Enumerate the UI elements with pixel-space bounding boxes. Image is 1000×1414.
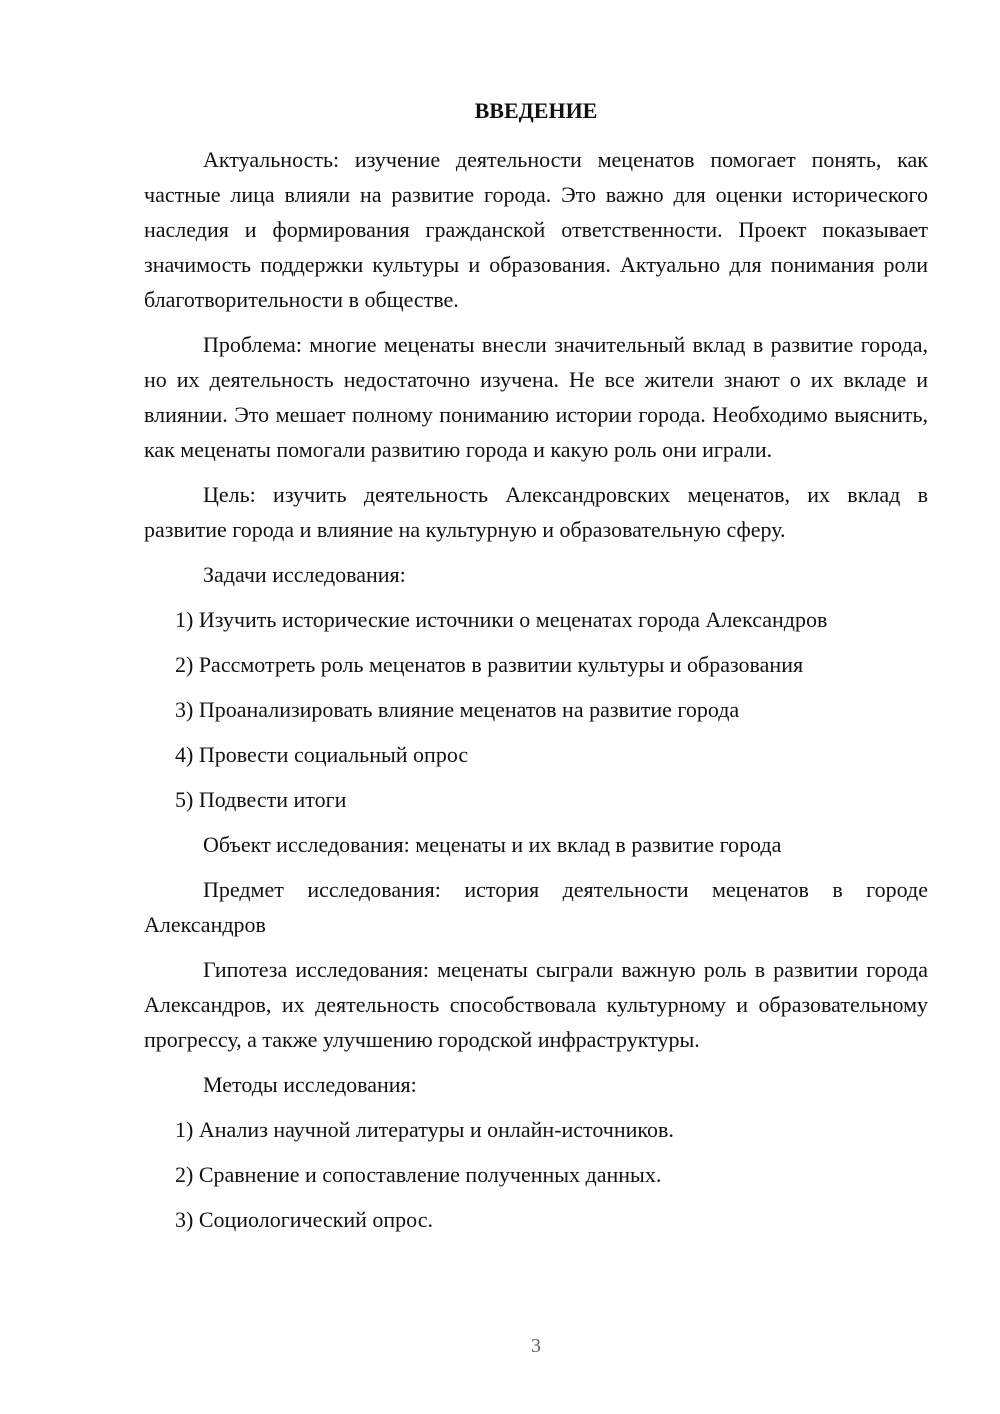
page-number: 3 (531, 1335, 541, 1357)
subject-paragraph: Предмет исследования: история деятельности меценатов в городе Александров (144, 877, 928, 937)
relevance-paragraph: Актуальность: изучение деятельности меценатов помогает понять, как частные лица влияли на развитие города. Это важно для оценки исторического наследия и формирования гражданской ответственности. Проект показывает значимость поддержки культуры и образования. Актуально для понимания роли благотворительности в обществе. (144, 147, 928, 312)
task-item-1: 1) Изучить исторические источники о меценатах города Александров (175, 607, 828, 632)
methods-heading: Методы исследования: (203, 1072, 417, 1097)
method-item-2: 2) Сравнение и сопоставление полученных данных. (175, 1162, 662, 1187)
task-item-2: 2) Рассмотреть роль меценатов в развитии культуры и образования (175, 652, 804, 677)
problem-paragraph: Проблема: многие меценаты внесли значительный вклад в развитие города, но их деятельность недостаточно изучена. Не все жители знают о их вкладе и влиянии. Это мешает полному пониманию истории города. Необходимо выяснить, как меценаты помогали развитию города и какую роль они играли. (144, 332, 928, 462)
tasks-heading: Задачи исследования: (203, 562, 406, 587)
document-page (144, 0, 928, 1414)
method-item-3: 3) Социологический опрос. (175, 1207, 433, 1232)
section-title: ВВЕДЕНИЕ (474, 98, 598, 123)
hypothesis-paragraph: Гипотеза исследования: меценаты сыграли важную роль в развитии города Александров, их деятельность способствовала культурному и образовательному прогрессу, а также улучшению городской инфраструктуры. (144, 957, 928, 1052)
task-item-5: 5) Подвести итоги (175, 787, 347, 812)
object-paragraph: Объект исследования: меценаты и их вклад в развитие города (203, 832, 782, 857)
method-item-1: 1) Анализ научной литературы и онлайн-источников. (175, 1117, 674, 1142)
task-item-4: 4) Провести социальный опрос (175, 742, 469, 767)
task-item-3: 3) Проанализировать влияние меценатов на развитие города (175, 697, 740, 722)
document-body (144, 142, 928, 1247)
goal-paragraph: Цель: изучить деятельность Александровских меценатов, их вклад в развитие города и влияние на культурную и образовательную сферу. (144, 482, 928, 542)
